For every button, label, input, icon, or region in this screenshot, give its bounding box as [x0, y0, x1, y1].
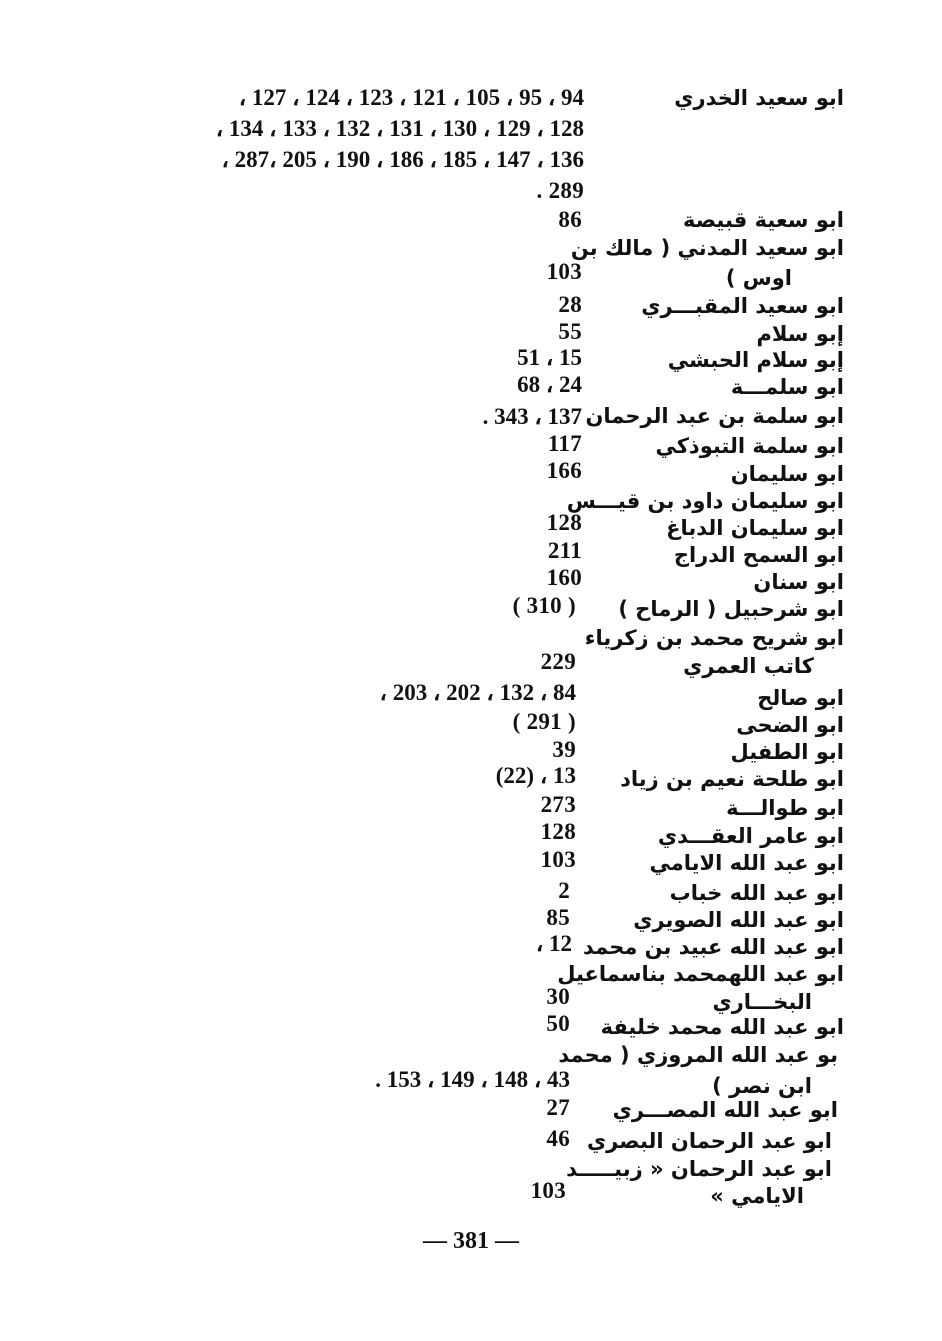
entry-pages: 30	[546, 984, 570, 1009]
entry-name: ابو سليمان داود بن قيـــس	[566, 489, 844, 513]
entry-pages: 13 ، (22)	[495, 763, 576, 788]
entry-name: ابو شريح محمد بن زكرياء	[584, 626, 844, 650]
entry-pages: 85	[546, 905, 570, 930]
entry-name: ابو سعيد الخدري	[674, 86, 844, 110]
entry-pages: 15 ، 51	[517, 345, 582, 370]
entry-pages: 211	[547, 538, 582, 563]
entry-name: ابن نصر )	[712, 1074, 812, 1098]
entry-name: ابو طوالـــة	[726, 796, 844, 820]
entry-pages: 55	[558, 319, 582, 344]
entry-pages: ( 310 )	[512, 593, 576, 618]
page-number: — 381 —	[423, 1228, 519, 1254]
entry-name: ابو عبد الله عبيد بن محمد	[583, 935, 844, 959]
entry-name: ابو سلمة بن عبد الرحمان	[585, 404, 844, 428]
entry-pages: 273	[540, 792, 576, 817]
entry-pages: 50	[546, 1011, 570, 1036]
entry-name: ابو الطفيل	[730, 740, 844, 764]
entry-pages: 86	[558, 207, 582, 232]
entry-name: ابو سنان	[753, 570, 844, 594]
entry-name: ابو عبد الله محمد خليفة	[600, 1015, 844, 1039]
entry-name: ابو سلمـــة	[730, 375, 844, 399]
entry-pages: 46	[546, 1126, 570, 1151]
entry-name: ابو سليمان	[730, 462, 844, 486]
entry-name: ابو عامر العقـــدي	[657, 824, 844, 848]
entry-pages: 28	[558, 292, 582, 317]
entry-pages: 94 ، 95 ، 105 ، 121 ، 123 ، 124 ، 127 ،	[238, 85, 584, 110]
entry-name: ابو عبد الله الصويري	[633, 908, 844, 932]
entry-pages: 136 ، 147 ، 185 ، 186 ، 190 ، 205 ،287 ،	[221, 147, 584, 172]
entry-pages: 128	[540, 819, 576, 844]
entry-name: ابو شرحبيل ( الرماح )	[618, 597, 844, 621]
entry-pages: 103	[546, 259, 582, 284]
entry-name: ابو سعية قبيصة	[682, 208, 844, 232]
entry-name: ابو عبد الله الايامي	[649, 851, 844, 875]
entry-pages: 103	[530, 1178, 566, 1203]
entry-name: ابو عبد اللهمحمد بناسماعيل	[557, 962, 844, 986]
entry-pages: ( 291 )	[512, 709, 576, 734]
entry-name: ابو سعيد المقبـــري	[641, 294, 844, 318]
entry-pages: 128	[546, 510, 582, 535]
entry-pages: 12 ،	[535, 931, 572, 956]
entry-name: اوس )	[725, 266, 792, 290]
entry-pages: 117	[547, 431, 582, 456]
entry-name: ابو سليمان الدباغ	[666, 516, 844, 540]
entry-pages: 137 ، 343 .	[482, 404, 582, 429]
entry-name: إبو سلام	[756, 322, 844, 346]
entry-pages: 24 ، 68	[517, 372, 582, 397]
entry-name: الايامي »	[710, 1184, 804, 1208]
entry-name: ابو صالح	[757, 686, 844, 710]
entry-pages: 166	[546, 458, 582, 483]
entry-pages: 27	[546, 1095, 570, 1120]
entry-name: ابو طلحة نعيم بن زياد	[620, 767, 844, 791]
entry-name: بو عبد الله المروزي ( محمد	[558, 1043, 838, 1067]
entry-name: ابو عبد الله المصـــري	[612, 1098, 838, 1122]
entry-pages: 229	[540, 649, 576, 674]
entry-name: ابو عبد الرحمان البصري	[586, 1129, 832, 1153]
entry-name: ابو سعيد المدني ( مالك بن	[570, 236, 844, 260]
entry-name: ابو سلمة التبوذكي	[655, 434, 844, 458]
entry-pages: 84 ، 132 ، 202 ، 203 ،	[379, 680, 576, 705]
entry-pages: 128 ، 129 ، 130 ، 131 ، 132 ، 133 ، 134 ،	[215, 116, 584, 141]
entry-name: كاتب العمري	[683, 654, 814, 678]
entry-pages: 289 .	[536, 178, 584, 203]
entry-pages: 160	[546, 565, 582, 590]
entry-name: إبو سلام الحبشي	[667, 348, 844, 372]
entry-pages: 103	[540, 847, 576, 872]
entry-name: ابو السمح الدراج	[673, 543, 844, 567]
entry-pages: 43 ، 148 ، 149 ، 153 .	[375, 1067, 570, 1092]
entry-name: ابو عبد الله خباب	[669, 881, 844, 905]
entry-name: البخـــاري	[712, 990, 812, 1014]
entry-name: ابو عبد الرحمان « زبيـــــد	[566, 1157, 832, 1181]
entry-pages: 39	[552, 737, 576, 762]
entry-pages: 2	[558, 878, 570, 903]
entry-name: ابو الضحى	[736, 713, 844, 737]
